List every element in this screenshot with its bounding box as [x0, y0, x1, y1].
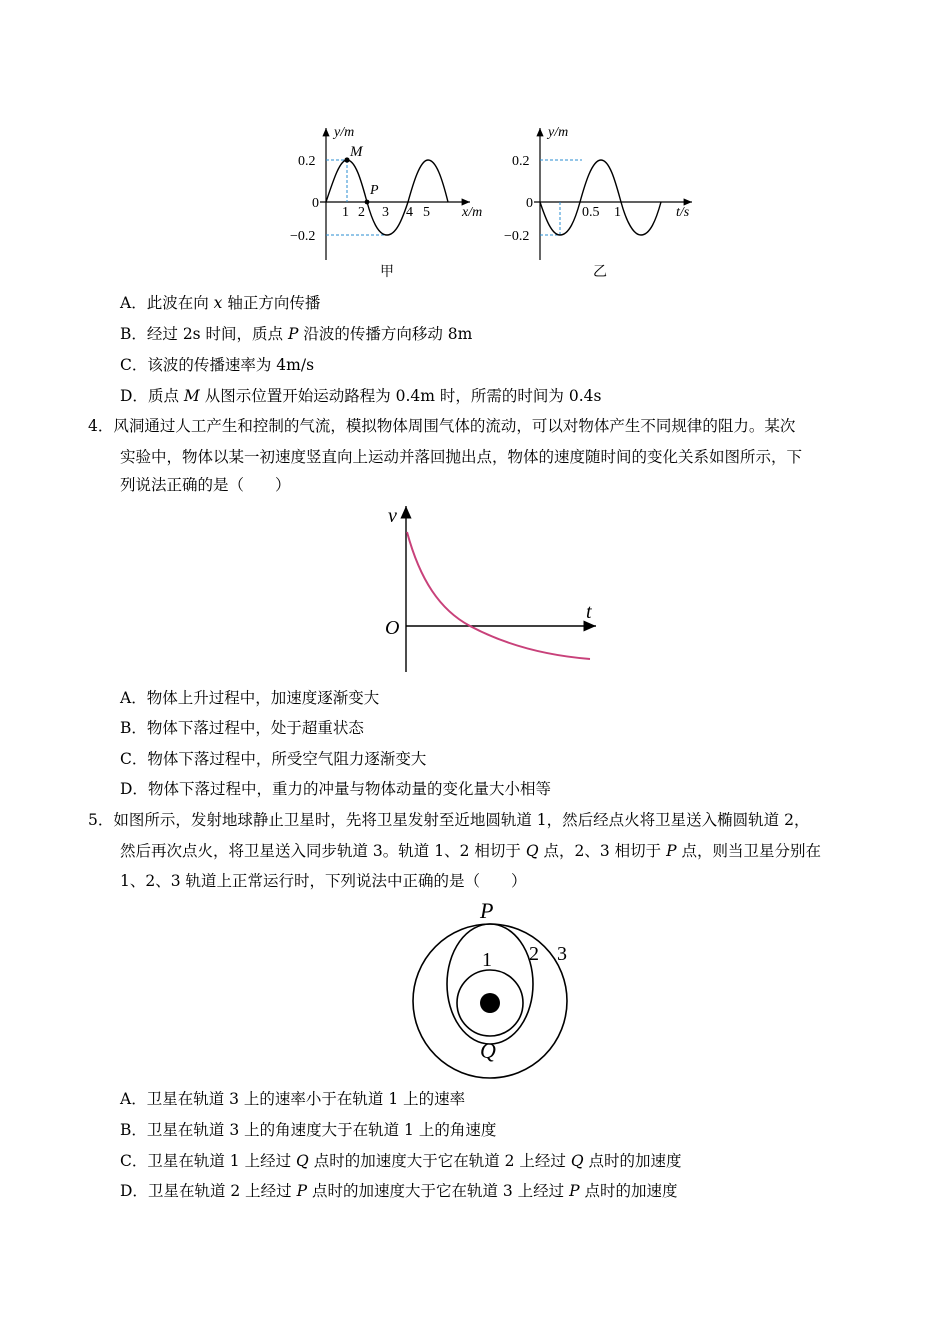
- label-q: Q: [480, 1038, 496, 1063]
- left-xtick-4: 4: [406, 205, 413, 220]
- t-axis-label: t: [586, 601, 592, 623]
- q5-line-2: 然后再次点火，将卫星送入同步轨道 3。轨道 1、2 相切于 Q 点，2、3 相切于 P 点，则当卫星分别在: [120, 842, 821, 860]
- right-xlabel: t/s: [676, 205, 690, 220]
- q5-option-a[interactable]: A．卫星在轨道 3 上的速率小于在轨道 1 上的速率: [120, 1090, 466, 1108]
- left-caption: 甲: [380, 265, 394, 280]
- q5-option-c[interactable]: C．卫星在轨道 1 上经过 Q 点时的加速度大于它在轨道 2 上经过 Q 点时的加速度: [120, 1152, 682, 1170]
- right-caption: 乙: [593, 265, 607, 280]
- q3-option-c[interactable]: C．该波的传播速率为 4m/s: [120, 356, 315, 374]
- left-ylabel: y/m: [334, 125, 355, 140]
- wave-figure: [290, 118, 710, 283]
- point-p-dot: [365, 200, 370, 205]
- earth: [480, 993, 500, 1013]
- q4-line-1: 4．风洞通过人工产生和控制的气流，模拟物体周围气体的流动，可以对物体产生不同规律的阻力。某次: [88, 417, 796, 435]
- left-ytick-top: 0.2: [298, 154, 316, 169]
- label-orbit-2: 2: [529, 943, 539, 965]
- q4-line-3: 列说法正确的是（ ）: [120, 476, 291, 494]
- right-ytick-bottom: −0.2: [504, 229, 530, 244]
- label-orbit-3: 3: [557, 943, 567, 965]
- origin-label: O: [385, 617, 400, 639]
- q4-option-a[interactable]: A．物体上升过程中，加速度逐渐变大: [120, 689, 380, 707]
- point-p-label: P: [370, 183, 379, 198]
- left-origin: 0: [312, 196, 319, 211]
- label-p: P: [480, 898, 494, 923]
- q3-option-d[interactable]: D．质点 M 从图示位置开始运动路程为 0.4m 时，所需的时间为 0.4s: [120, 387, 602, 405]
- left-xtick-1: 1: [342, 205, 349, 220]
- point-m-label: M: [350, 144, 363, 160]
- point-m-dot: [344, 157, 349, 162]
- label-orbit-1: 1: [482, 949, 492, 971]
- orbit-figure: [405, 898, 585, 1080]
- left-xtick-5: 5: [423, 205, 430, 220]
- right-ylabel: y/m: [548, 125, 569, 140]
- q4-option-d[interactable]: D．物体下落过程中，重力的冲量与物体动量的变化量大小相等: [120, 780, 551, 798]
- left-ytick-bottom: −0.2: [290, 229, 316, 244]
- q3-option-a[interactable]: A．此波在向 x 轴正方向传播: [120, 294, 321, 312]
- left-xlabel: x/m: [462, 205, 483, 220]
- q3-option-b[interactable]: B．经过 2s 时间，质点 P 沿波的传播方向移动 8m: [120, 325, 473, 343]
- q5-number: 5．: [88, 811, 114, 829]
- q5-option-b[interactable]: B．卫星在轨道 3 上的角速度大于在轨道 1 上的角速度: [120, 1121, 497, 1139]
- q5-option-d[interactable]: D．卫星在轨道 2 上经过 P 点时的加速度大于它在轨道 3 上经过 P 点时的加速度: [120, 1182, 678, 1200]
- left-xtick-2: 2: [358, 205, 365, 220]
- right-xtick-1: 1: [614, 205, 621, 220]
- wave-curve-left: [326, 160, 448, 235]
- wave-graph-right: [504, 125, 692, 280]
- velocity-time-graph: [380, 500, 610, 680]
- left-xtick-3: 3: [382, 205, 389, 220]
- q4-line-2: 实验中，物体以某一初速度竖直向上运动并落回抛出点，物体的速度随时间的变化关系如图所示，下: [120, 448, 803, 466]
- velocity-curve: [407, 532, 590, 659]
- wave-graph-left: [290, 125, 482, 280]
- q5-line-1: 5．如图所示，发射地球静止卫星时，先将卫星发射至近地圆轨道 1，然后经点火将卫星送入椭圆轨道 2，: [88, 811, 810, 829]
- q5-line-3: 1、2、3 轨道上正常运行时，下列说法中正确的是（ ）: [120, 872, 527, 890]
- right-origin: 0: [526, 196, 533, 211]
- right-xtick-0.5: 0.5: [582, 205, 600, 220]
- q4-number: 4．: [88, 417, 114, 435]
- wave-curve-right: [540, 160, 661, 235]
- v-axis-label: v: [388, 505, 397, 527]
- right-ytick-top: 0.2: [512, 154, 530, 169]
- q4-option-c[interactable]: C．物体下落过程中，所受空气阻力逐渐变大: [120, 750, 427, 768]
- orbit-2: [447, 924, 533, 1044]
- q4-option-b[interactable]: B．物体下落过程中，处于超重状态: [120, 719, 364, 737]
